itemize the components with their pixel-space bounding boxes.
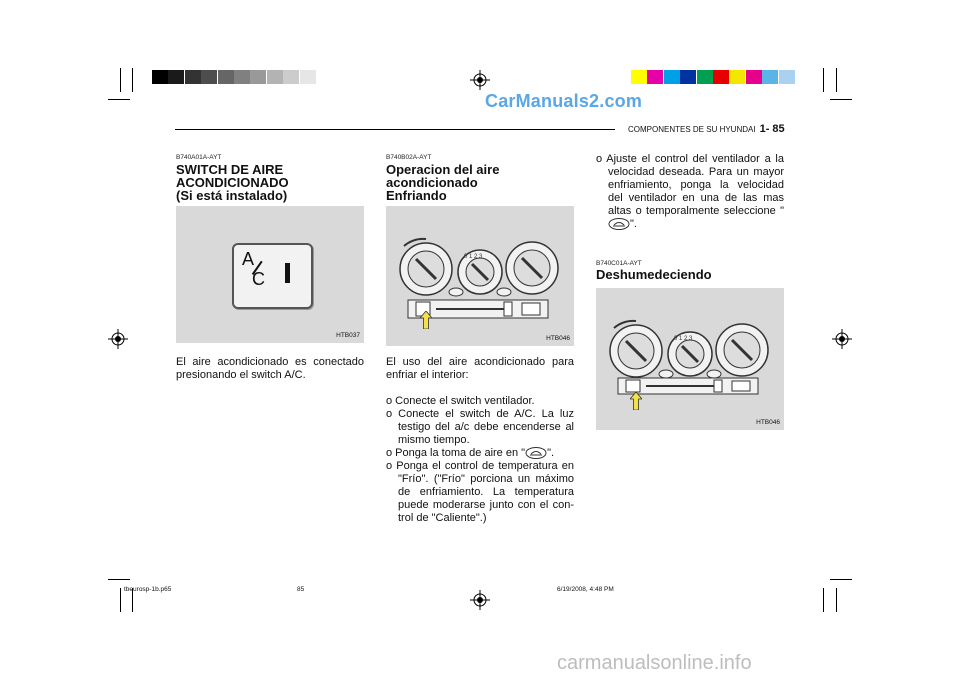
fan-knob [610, 321, 662, 377]
recirculation-icon [525, 447, 547, 459]
list-item: o Ponga el control de temperatura en "Frío". ("Frío" porciona un máximo de enfriamiento. La temperatura puede moderarse junto con el con- trol de "Caliente".) [386, 460, 574, 524]
col2-title-line3: Enfriando [386, 188, 447, 203]
color-swatch [697, 70, 713, 84]
registration-target-left-icon [108, 329, 128, 349]
color-swatch [680, 70, 696, 84]
color-swatch [168, 70, 184, 84]
registration-target-bottom-icon [470, 590, 490, 610]
color-swatch [631, 70, 647, 84]
ac-label-a: A [242, 249, 255, 269]
yellow-arrow-icon [630, 392, 642, 410]
footer-file: tbeurosp-1b.p65 [124, 586, 172, 593]
climate-panel-figure-cooling [386, 206, 574, 346]
col2-title [386, 163, 576, 202]
color-swatch [283, 70, 299, 84]
color-swatch [779, 70, 795, 84]
fan-knob [400, 239, 452, 295]
color-swatch [250, 70, 266, 84]
ac-switch-figure [176, 206, 364, 343]
figure-label-htb037: HTB037 [336, 332, 360, 339]
footer-page: 85 [297, 586, 305, 593]
col2-title-line2: acondicionado [386, 175, 478, 190]
list-item-text: o Ponga la toma de aire en " [386, 447, 526, 459]
list-item-tail: ". [630, 218, 637, 230]
vent-knob [458, 250, 502, 294]
color-swatch [746, 70, 762, 84]
color-swatch [218, 70, 234, 84]
registration-target-top-icon [470, 70, 490, 90]
color-swatch [664, 70, 680, 84]
gray-calibration-bar [152, 70, 316, 84]
col3-bullet [596, 153, 784, 231]
list-item [596, 153, 784, 231]
vent-knob [668, 332, 712, 376]
list-item [386, 447, 574, 460]
col3-title: Deshumedeciendo [596, 267, 712, 282]
registration-target-right-icon [832, 329, 852, 349]
color-swatch [762, 70, 778, 84]
figure-label-htb046: HTB046 [546, 335, 570, 342]
col2-body [386, 356, 574, 525]
color-swatch [234, 70, 250, 84]
color-swatch [729, 70, 745, 84]
col2-title-line1: Operacion del aire [386, 162, 500, 177]
climate-control-panel-illustration [596, 288, 784, 430]
temp-knob [716, 324, 768, 376]
color-calibration-bar [631, 70, 795, 84]
color-swatch [201, 70, 217, 84]
temp-knob [506, 242, 558, 294]
col1-code: B740A01A-AYT [176, 154, 222, 161]
color-swatch [713, 70, 729, 84]
bottom-watermark[interactable]: carmanualsonline.info [557, 652, 752, 674]
climate-control-panel-illustration [386, 206, 574, 346]
col2-code: B740B02A-AYT [386, 154, 432, 161]
col2-intro: El uso del aire acondicionado para enfriar el interior: [386, 356, 574, 381]
color-swatch [267, 70, 283, 84]
climate-panel-figure-dehumidify [596, 288, 784, 430]
list-item: o Conecte el switch ventilador. [386, 395, 535, 407]
ac-switch-button [232, 243, 313, 309]
color-swatch [152, 70, 168, 84]
col3-code: B740C01A-AYT [596, 260, 642, 267]
ac-label-c: C [252, 269, 265, 289]
page-number: 1- 85 [759, 123, 785, 135]
footer-date: 6/19/2008, 4:48 PM [557, 586, 614, 593]
watermark-text[interactable]: CarManuals2.com [485, 91, 643, 111]
recirculation-icon [608, 218, 630, 230]
col1-title [176, 163, 366, 202]
col1-body: El aire acondicionado es conectado presionando el switch A/C. [176, 356, 364, 381]
col3-list [596, 153, 784, 231]
list-item: o Conecte el switch de A/C. La luz testigo del a/c debe encenderse al mismo tiempo. [386, 408, 574, 446]
col1-title-line1: SWITCH DE AIRE [176, 162, 284, 177]
yellow-arrow-icon [420, 311, 432, 329]
list-item-tail: ". [547, 447, 555, 459]
header-rule [175, 129, 615, 130]
color-swatch [185, 70, 201, 84]
figure-label-htb046: HTB046 [756, 419, 780, 426]
running-header [628, 123, 785, 135]
color-swatch [300, 70, 316, 84]
section-title: COMPONENTES DE SU HYUNDAI [628, 125, 756, 134]
ac-indicator-light [285, 263, 290, 283]
col1-title-line3: (Si está instalado) [176, 188, 288, 203]
svg-text:0 1 2 3: 0 1 2 3 [464, 254, 483, 260]
col1-title-line2: ACONDICIONADO [176, 175, 289, 190]
cooling-steps-list [386, 395, 574, 525]
color-swatch [647, 70, 663, 84]
list-item-text: o Ajuste el control del ventilador a la velocidad deseada. Para un mayor enfriamiento, ponga la velocidad del ventilador en una de las mas altas o temporalmente seleccione " [596, 153, 784, 217]
svg-text:0 1 2 3: 0 1 2 3 [674, 336, 693, 342]
